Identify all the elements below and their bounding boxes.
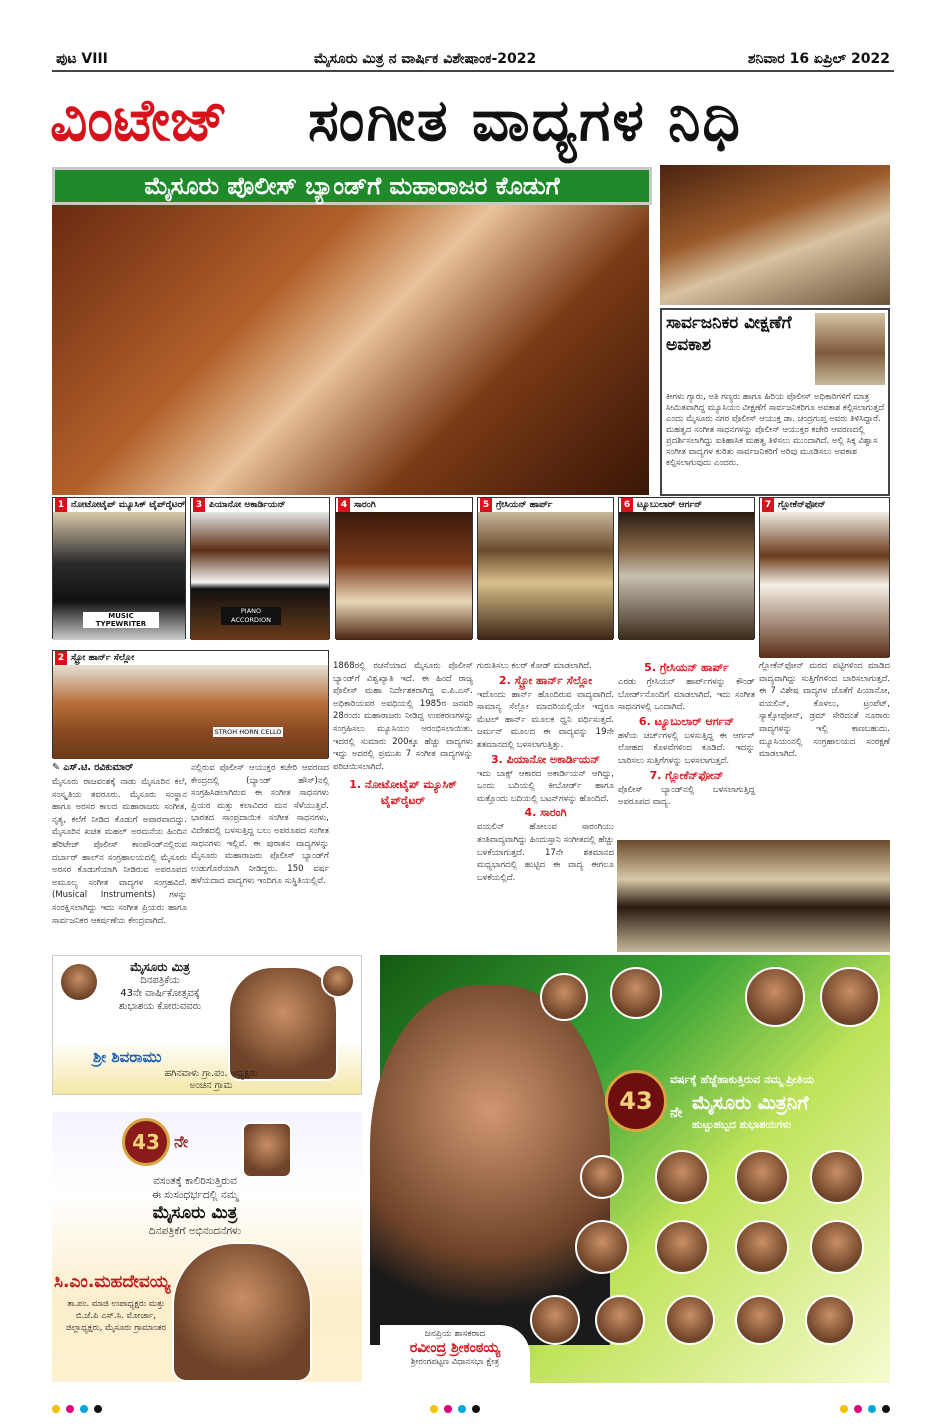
article-text: ಹಳೆಯ ಚರ್ಚ್‌ಗಳಲ್ಲಿ ಬಳಸುತ್ತಿದ್ದ ಈ ಆರ್ಗನ್ ಲೋಹದ ಕೊಳವೆಗಳಿಂದ ಕೂಡಿದೆ. ಇದನ್ನು ಬಾರಿಸಲು ಸುತ್ತಿಗೆಗಳನ್ನು ಬಳಸಲಾಗುತ್ತದೆ. bbox=[618, 730, 755, 766]
instrument-card bbox=[52, 497, 186, 639]
instrument-card bbox=[477, 497, 614, 639]
ad-small-portrait bbox=[321, 964, 355, 998]
leader-portrait bbox=[820, 967, 880, 1027]
registration-dot bbox=[80, 1405, 88, 1413]
instrument-label: 3 ಪಿಯಾನೋ ಅಕಾರ್ಡಿಯನ್ bbox=[191, 498, 329, 512]
leader-portrait bbox=[530, 1295, 580, 1345]
ambedkar-portrait bbox=[242, 1122, 292, 1178]
registration-dot bbox=[840, 1405, 848, 1413]
leader-portrait bbox=[810, 1150, 864, 1204]
article-text: ಮೈಸೂರು ರಾಜವಂಶಕ್ಕೆ ನಾಡು ಮೈಸೂರಿನ ಕಲೆ, ಸಂಸ್ಕೃತಿಯ ತವರೂರು. ಮೈಸೂರು ಸಂಸ್ಥಾನ ಹಾಗೂ ಅರಸರ ಕಾಲದ ಮಹಾರಾಜರು ಸಂಗೀತ, ನೃತ್ಯ, ಕಲೆಗೆ ನೀಡಿದ ಕೊಡುಗೆ ಅಪಾರವಾದದ್ದು. ಮೈಸೂರಿನ ಖಚಿತ ಮಹಲ್ ಅರಮನೆಯ ಹಿಂದಿನ ಹೆರಿಟೇಜ್ ಪೊಲೀಸ್ ಕಾಂಪೌಂಡ್‌ನಲ್ಲಿರುವ ದರ್ಬಾರ್ ಹಾಲ್‌ನ ಸಂಗ್ರಹಾಲಯದಲ್ಲಿ ಮೈಸೂರು ಅರಸರ ಕೊಡುಗೆಯಾಗಿ ನೀಡಿರುವ ಅಪರೂಪದ ಅಮೂಲ್ಯ ಸಂಗೀತ ವಾದ್ಯಗಳ ಸಂಗ್ರಹವಿದೆ. (Musical Instruments) ಗಳನ್ನು ಸಂರಕ್ಷಿಸಲಾಗಿದ್ದು ಇದು ಸಂಗೀತ ಪ್ರಿಯರು ಹಾಗೂ ಸಾರ್ವಜನಿಕರ ಆಕರ್ಷಣೆಯ ಕೇಂದ್ರವಾಗಿದೆ. bbox=[52, 777, 187, 926]
leader-portrait bbox=[745, 967, 805, 1027]
ad-tagline: ಜನಪ್ರಿಯ ಶಾಸಕರಾದ bbox=[424, 1329, 486, 1339]
ad-name: ರವೀಂದ್ರ ಶ್ರೀಕಂಠಯ್ಯ bbox=[409, 1340, 501, 1356]
registration-dot bbox=[444, 1405, 452, 1413]
harp-photo bbox=[478, 512, 613, 640]
article-column-2 bbox=[191, 762, 329, 952]
issue-date: ಶನಿವಾರ 16 ಏಪ್ರಿಲ್ 2022 bbox=[747, 51, 890, 67]
leader-portrait bbox=[655, 1220, 709, 1274]
color-marks-right bbox=[840, 1405, 900, 1415]
section-heading: 1. ನೋಟೋಟೈಪ್ ಮ್ಯೂಸಿಕ್ ಟೈಪ್‌ರೈಟರ್ bbox=[349, 778, 457, 808]
leader-portrait bbox=[540, 973, 588, 1021]
leader-portrait bbox=[735, 1295, 785, 1345]
registration-dot bbox=[472, 1405, 480, 1413]
instrument-label: 5 ಗ್ರೇಸಿಯನ್ ಹಾರ್ಪ್ bbox=[478, 498, 613, 512]
leader-portrait bbox=[665, 1295, 715, 1345]
instrument-label: 1 ನೋಟೋಟೈಪ್ ಮ್ಯೂಸಿಕ್ ಟೈಪ್‌ರೈಟರ್ bbox=[53, 498, 185, 512]
section-heading: 4. ಸಾರಂಗಿ bbox=[524, 806, 567, 820]
anniversary-badge: 43 bbox=[122, 1118, 170, 1166]
sarangi-photo bbox=[336, 512, 472, 640]
registration-dot bbox=[458, 1405, 466, 1413]
page-header bbox=[52, 50, 894, 72]
ad-role: ಅಂಚಿನ ಗ್ರಾಮ bbox=[189, 1080, 233, 1091]
subheadline-banner: ಮೈಸೂರು ಪೊಲೀಸ್ ಬ್ಯಾಂಡ್‌ಗೆ ಮಹಾರಾಜರ ಕೊಡುಗೆ bbox=[52, 167, 652, 205]
article-text: ಪೊಲೀಸ್ ಬ್ಯಾಂಡ್‌ನಲ್ಲಿ ಬಳಸಲಾಗುತ್ತಿದ್ದ ಅಪರೂಪದ ವಾದ್ಯ. bbox=[618, 784, 755, 808]
badge-suffix: ನೇ bbox=[174, 1132, 189, 1151]
article-column-6 bbox=[759, 660, 890, 838]
article-text: ಎರಡು ಗ್ರೇಸಿಯನ್ ಹಾರ್ಪ್‌ಗಳನ್ನು ಕೌಂಡ್ ಬೋರ್ಡ್‌ನೊಂದಿಗೆ ಮಾಡಲಾಗಿದೆ. ಇದು ಸಂಗೀತ ಸಾಧನಗಳಲ್ಲಿ ಒಂದಾಗಿದೆ. bbox=[618, 677, 755, 713]
instrument-label: 4 ಸಾರಂಗಿ bbox=[336, 498, 472, 512]
ad-name: ಶ್ರೀ ಶಿವರಾಮು bbox=[93, 1048, 162, 1066]
leader-portrait bbox=[735, 1220, 789, 1274]
registration-dot bbox=[882, 1405, 890, 1413]
article-text: ಇದು ಬಾಕ್ಸ್ ಆಕಾರದ ಅಕಾರ್ಡಿಯನ್ ಆಗಿದ್ದು, ಒಂದು ಬದಿಯಲ್ಲಿ ಕೀಬೋರ್ಡ್ ಹಾಗೂ ಮತ್ತೊಂದು ಬದಿಯಲ್ಲಿ ಬಟನ್‌ಗಳನ್ನು ಹೊಂದಿದೆ. bbox=[477, 768, 614, 804]
article-text: ಗ್ಲೋಕೆನ್‌ಫೋನ್ ಮರದ ಪಟ್ಟಿಗಳಿಂದ ಮಾಡಿದ ವಾದ್ಯವಾಗಿದ್ದು ಸುತ್ತಿಗೆಗಳಿಂದ ಬಾರಿಸಲಾಗುತ್ತದೆ. ಈ 7 ವಿಶೇಷ ವಾದ್ಯಗಳ ಜೊತೆಗೆ ಪಿಯಾನೋ, ವಯಲಿನ್, ಕೊಳಲು, ಟ್ರಂಪೆಟ್, ಸ್ಯಾಕ್ಸೋಫೋನ್, ಡ್ರಮ್ ಸೇರಿದಂತೆ ನೂರಾರು ವಾದ್ಯಗಳನ್ನು ಇಲ್ಲಿ ಕಾಣಬಹುದು. ಮ್ಯೂಸಿಯಂನಲ್ಲಿ ಸಂಗ್ರಹಾಲಯದ ಸಂರಕ್ಷಣೆ ಮಾಡಲಾಗಿದೆ. bbox=[759, 661, 890, 760]
leader-portrait bbox=[595, 1295, 645, 1345]
leader-portrait bbox=[735, 1150, 789, 1204]
registration-dot bbox=[868, 1405, 876, 1413]
leader-portrait bbox=[810, 1220, 864, 1274]
ad-line: ಈ ಸುಸಂಧರ್ಭದಲ್ಲಿ ನಮ್ಮ bbox=[151, 1189, 239, 1201]
ad-line: ಮೈಸೂರು ಮಿತ್ರ bbox=[152, 1203, 238, 1223]
section-heading: 7. ಗ್ಲೋಕೆನ್‌ಫೋನ್ bbox=[649, 768, 724, 782]
article-column-3 bbox=[333, 660, 473, 952]
ad-role: ಹಗಿನವಾಳು ಗ್ರಾ.ಪಂ. ಅಧ್ಯಕ್ಷರು bbox=[164, 1068, 258, 1079]
instrument-card bbox=[52, 650, 329, 758]
badge-suffix: ನೇ bbox=[670, 1105, 683, 1121]
leader-portrait bbox=[610, 967, 662, 1019]
section-heading: 2. ಸ್ಟ್ರೋ ಹಾರ್ನ್ ಸೆಲ್ಲೋ bbox=[498, 673, 593, 687]
ad-line: ವರ್ಷಕ್ಕೆ ಹೆಜ್ಜೆಹಾಕುತ್ತಿರುವ ನಮ್ಮ ಪ್ರೀತಿಯ bbox=[670, 1073, 815, 1086]
ad-name: ಸಿ.ಎಂ.ಮಹದೇವಯ್ಯ bbox=[54, 1272, 171, 1292]
instrument-card bbox=[190, 497, 330, 639]
sidebar-title: ಸಾರ್ವಜನಿಕರ ವೀಕ್ಷಣೆಗೆ ಅವಕಾಶ bbox=[666, 313, 792, 355]
tubular-organ-photo bbox=[619, 512, 754, 640]
instrument-label: 6 ಟ್ಯೂಬುಲಾರ್ ಆರ್ಗನ್ bbox=[619, 498, 754, 512]
ad-shivaramu bbox=[52, 955, 362, 1095]
section-heading: 6. ಟ್ಯೂಬುಲಾರ್ ಆರ್ಗನ್ bbox=[638, 714, 735, 728]
headline-part2: ಸಂಗೀತ ವಾದ್ಯಗಳ ನಿಧಿ bbox=[308, 86, 742, 154]
instrument-card bbox=[759, 497, 890, 657]
ad-line: ದಿನಪತ್ರಿಕೆಗೆ ಅಭಿನಂದನೆಗಳು bbox=[148, 1225, 242, 1237]
leader-portrait bbox=[805, 1295, 855, 1345]
leader-portrait bbox=[580, 1155, 624, 1199]
registration-dot bbox=[854, 1405, 862, 1413]
article-text: ಇದೊಂದು ಹಾರ್ನ್ ಹೊಂದಿರುವ ವಾದ್ಯವಾಗಿದೆ. ಸಾಮಾನ್ಯ ಸೆಲ್ಲೋ ಮಾದರಿಯಲ್ಲಿಯೇ ಇದ್ದರೂ ಮೆಟಲ್ ಹಾರ್ನ್ ಮೂಲಕ ಧ್ವನಿ ವರ್ಧಿಸುತ್ತದೆ. ಜರ್ಮನ್ ಮೂಲದ ಈ ವಾದ್ಯವನ್ನು 19ನೇ ಶತಮಾನದಲ್ಲಿ ಬಳಸಲಾಗುತ್ತಿತ್ತು. bbox=[477, 689, 614, 750]
article-text: ವಯಲಿನ್ ಹೋಲುವ ಸಾರಂಗಿಯು ತಂತಿವಾದ್ಯವಾಗಿದ್ದು ಹಿಂದುಸ್ತಾನಿ ಸಂಗೀತದಲ್ಲಿ ಹೆಚ್ಚು ಬಳಕೆಯಾಗುತ್ತದೆ. 17ನೇ ಶತಮಾನದ ಮಧ್ಯಭಾಗದಲ್ಲಿ ಹುಟ್ಟಿದ ಈ ವಾದ್ಯ ಈಗಲೂ ಬಳಕೆಯಲ್ಲಿದೆ. bbox=[477, 822, 614, 883]
publication-title: ಮೈಸೂರು ಮಿತ್ರ ನ ವಾರ್ಷಿಕ ವಿಶೇಷಾಂಕ-2022 bbox=[314, 51, 537, 67]
registration-dot bbox=[94, 1405, 102, 1413]
typewriter-photo bbox=[53, 512, 185, 640]
ad-line: ಶುಭಾಶಯ ಕೋರುವವರು bbox=[118, 1001, 202, 1012]
glockenphone-photo bbox=[760, 512, 889, 658]
ad-mahadevaiah bbox=[52, 1112, 362, 1382]
article-column-1 bbox=[52, 762, 187, 952]
ad-small-portrait bbox=[59, 962, 99, 1002]
anniversary-badge: 43 bbox=[605, 1070, 667, 1132]
ad-main-portrait bbox=[370, 985, 610, 1345]
ad-main-portrait bbox=[172, 1242, 312, 1382]
museum-hall-photo bbox=[617, 840, 890, 952]
commissioner-portrait bbox=[815, 313, 885, 385]
instrument-card bbox=[618, 497, 755, 639]
ad-role: ಬಿ.ಜೆ.ಪಿ ಎಸ್.ಸಿ. ಮೋರ್ಚಾ, bbox=[75, 1311, 157, 1321]
ad-line: ಮೈಸೂರು ಮಿತ್ರನಿಗೆ bbox=[692, 1092, 809, 1114]
museum-model-photo bbox=[660, 165, 890, 305]
registration-dot bbox=[430, 1405, 438, 1413]
ad-line: ಹುಟ್ಟುಹಬ್ಬದ ಶುಭಾಶಯಗಳು bbox=[692, 1119, 792, 1131]
ad-constituency: ಶ್ರೀರಂಗಪಟ್ಟಣ ವಿಧಾನಸಭಾ ಕ್ಷೇತ್ರ bbox=[410, 1357, 500, 1367]
sidebar-body: ಕೀಗಳು ಗ್ಯಾರು, ಅತಿ ಗಣ್ಯರು ಹಾಗೂ ಹಿರಿಯ ಪೊಲೀಸ್ ಅಧಿಕಾರಿಗಳಿಗೆ ಮಾತ್ರ ಸೀಮಿತವಾಗಿದ್ದ ಮ್ಯೂಸಿಯಂ ವೀಕ್ಷಣೆಗೆ ಸಾರ್ವಜನಿಕರಿಗೂ ಅವಕಾಶ ಕಲ್ಪಿಸಲಾಗುತ್ತದೆ ಎಂದು ಮೈಸೂರು ನಗರ ಪೊಲೀಸ್ ಆಯುಕ್ತ ಡಾ. ಚಂದ್ರಗುಪ್ತ ಅವರು ತಿಳಿಸಿದ್ದಾರೆ. ಮಹತ್ವದ ಸಂಗೀತ ಸಾಧನಗಳನ್ನು ಪೊಲೀಸ್ ಆಯುಕ್ತರ ಕಚೇರಿ ಆವರಣದಲ್ಲಿ ಪ್ರದರ್ಶಿಸಲಾಗಿದ್ದು ಐತಿಹಾಸಿಕ ಮಹತ್ವ ತಿಳಿಸಲು ಮುಂದಾಗಿದೆ. ಅಲ್ಲಿ ಸಿಕ್ಕ ವಿಶ್ವಾಸ ಸಂಗೀತ ವಾದ್ಯಗಳ ಕುರಿತು ಸಾರ್ವಜನಿಕರಿಗೆ ಅರಿವು ಮೂಡಿಸಲು ಅವಕಾಶ ಕಲ್ಪಿಸಲಾಗುವುದು ಎಂದರು. bbox=[666, 392, 885, 468]
instrument-card bbox=[335, 497, 473, 639]
article-text: 1868ರಲ್ಲಿ ರಚನೆಯಾದ ಮೈಸೂರು ಪೊಲೀಸ್ ಬ್ಯಾಂಡ್‌ಗೆ ವಿಶ್ವಖ್ಯಾತಿ ಇದೆ. ಈ ಹಿಂದೆ ರಾಜ್ಯ ಪೊಲೀಸ್ ಮಹಾ ನಿರ್ದೇಶಕರಾಗಿದ್ದ ಐ.ಪಿ.ಎಸ್. ಅಧಿಕಾರಿಯವರ ಅವಧಿಯಲ್ಲಿ 1985ರ ಜನವರಿ 28ರಂದು ಮಹಾರಾಜರು ನೀಡಿದ್ದ ಉಪಕರಣಗಳನ್ನು ಸಂಗ್ರಹಿಸಲು ಮ್ಯೂಸಿಯಂ ಆರಂಭಿಸಲಾಯಿತು. ಇದರಲ್ಲಿ ಸುಮಾರು 200ಕ್ಕೂ ಹೆಚ್ಚು ವಾದ್ಯಗಳು ಇದ್ದು ಅದರಲ್ಲಿ ಪ್ರಮುಖ 7 ಸಂಗೀತ ವಾದ್ಯಗಳನ್ನು ಪರಿಚಯಿಸಲಾಗಿದೆ. bbox=[333, 661, 473, 772]
article-column-4 bbox=[477, 660, 614, 952]
stroh-cello-photo bbox=[53, 665, 328, 759]
accordion-photo bbox=[191, 512, 329, 640]
page-number: ಪುಟ VIII bbox=[56, 51, 108, 67]
article-text: ಗುರುತಿಸಲು ಕಲರ್ ಕೋಡ್ ಮಾಡಲಾಗಿದೆ. bbox=[477, 661, 592, 671]
museum-interior-photo bbox=[52, 205, 649, 495]
ad-line: ವಸಂತಕ್ಕೆ ಕಾಲಿರಿಸುತ್ತಿರುವ bbox=[153, 1175, 237, 1187]
byline: ✎ ಎಸ್.ಟಿ. ರವಿಕುಮಾರ್ bbox=[52, 762, 134, 773]
color-marks-left bbox=[52, 1405, 132, 1415]
cello-caption: STROH HORN CELLO bbox=[214, 728, 282, 736]
section-heading: 3. ಪಿಯಾನೋ ಅಕಾರ್ಡಿಯನ್ bbox=[490, 752, 601, 766]
ad-role: ತಾ.ಪಂ. ಮಾಜಿ ಉಪಾಧ್ಯಕ್ಷರು ಮತ್ತು bbox=[67, 1299, 165, 1309]
ad-ravindra-srikantaiah bbox=[380, 955, 890, 1383]
section-heading: 5. ಗ್ರೇಸಿಯನ್ ಹಾರ್ಪ್ bbox=[644, 661, 729, 674]
ad-line: 43ನೇ ವಾರ್ಷಿಕೋತ್ಸವಕ್ಕೆ bbox=[120, 988, 200, 999]
instrument-label: 2 ಸ್ಟ್ರೋ ಹಾರ್ನ್ ಸೆಲ್ಲೋ bbox=[53, 651, 328, 665]
ad-line: ಮೈಸೂರು ಮಿತ್ರ bbox=[130, 960, 190, 974]
typewriter-caption: MUSIC TYPEWRITER bbox=[83, 612, 159, 628]
leader-portrait bbox=[575, 1220, 629, 1274]
instrument-label: 7 ಗ್ಲೋಕೆನ್‌ಫೋನ್ bbox=[760, 498, 889, 512]
ad-line: ದಿನಪತ್ರಿಕೆಯ bbox=[140, 975, 180, 986]
registration-dot bbox=[66, 1405, 74, 1413]
color-marks-center bbox=[430, 1405, 510, 1415]
accordion-caption: PIANO ACCORDION bbox=[221, 607, 281, 625]
sidebar-box bbox=[660, 308, 890, 496]
ad-role: ಜಿಲ್ಲಾಧ್ಯಕ್ಷರು, ಮೈಸೂರು ಗ್ರಾಮಾಂತರ bbox=[65, 1323, 167, 1333]
article-text: ನಲ್ಲಿರುವ ಪೊಲೀಸ್ ಆಯುಕ್ತರ ಕಚೇರಿ ಆವರಣದ ಕೇಂದ್ರದಲ್ಲಿ (ಬ್ಯಾಂಡ್ ಹೌಸ್)ನಲ್ಲಿ ಸಂಗ್ರಹಿಸಿಡಲಾಗಿರುವ ಈ ಸಂಗೀತ ಸಾಧನಗಳು ಪ್ರಿಯರ ಮತ್ತು ಕಲಾವಿದರ ಮನ ಸೆಳೆಯುತ್ತಿವೆ. ಭಾರತದ ಸಾಂಪ್ರದಾಯಿಕ ಸಂಗೀತ ಸಾಧನಗಳು, ವಿದೇಶದಲ್ಲಿ ಬಳಸುತ್ತಿದ್ದ ಬಲು ಅಪರೂಪದ ಸಂಗೀತ ಸಾಧನಗಳು ಇಲ್ಲಿವೆ. ಈ ಪುರಾತನ ವಾದ್ಯಗಳನ್ನು ಮೈಸೂರು ಮಹಾರಾಜರು ಪೊಲೀಸ್ ಬ್ಯಾಂಡ್‌ಗೆ ಉಡುಗೊರೆಯಾಗಿ ನೀಡಿದ್ದರು. 150 ವರ್ಷ ಹಳೆಯದಾದ ವಾದ್ಯಗಳು ಇಂದಿಗೂ ಸುಸ್ಥಿತಿಯಲ್ಲಿವೆ. bbox=[191, 763, 329, 887]
leader-portrait bbox=[655, 1150, 709, 1204]
headline-part1: ವಿಂಟೇಜ್ bbox=[50, 86, 228, 154]
article-column-5 bbox=[618, 660, 755, 838]
registration-dot bbox=[52, 1405, 60, 1413]
